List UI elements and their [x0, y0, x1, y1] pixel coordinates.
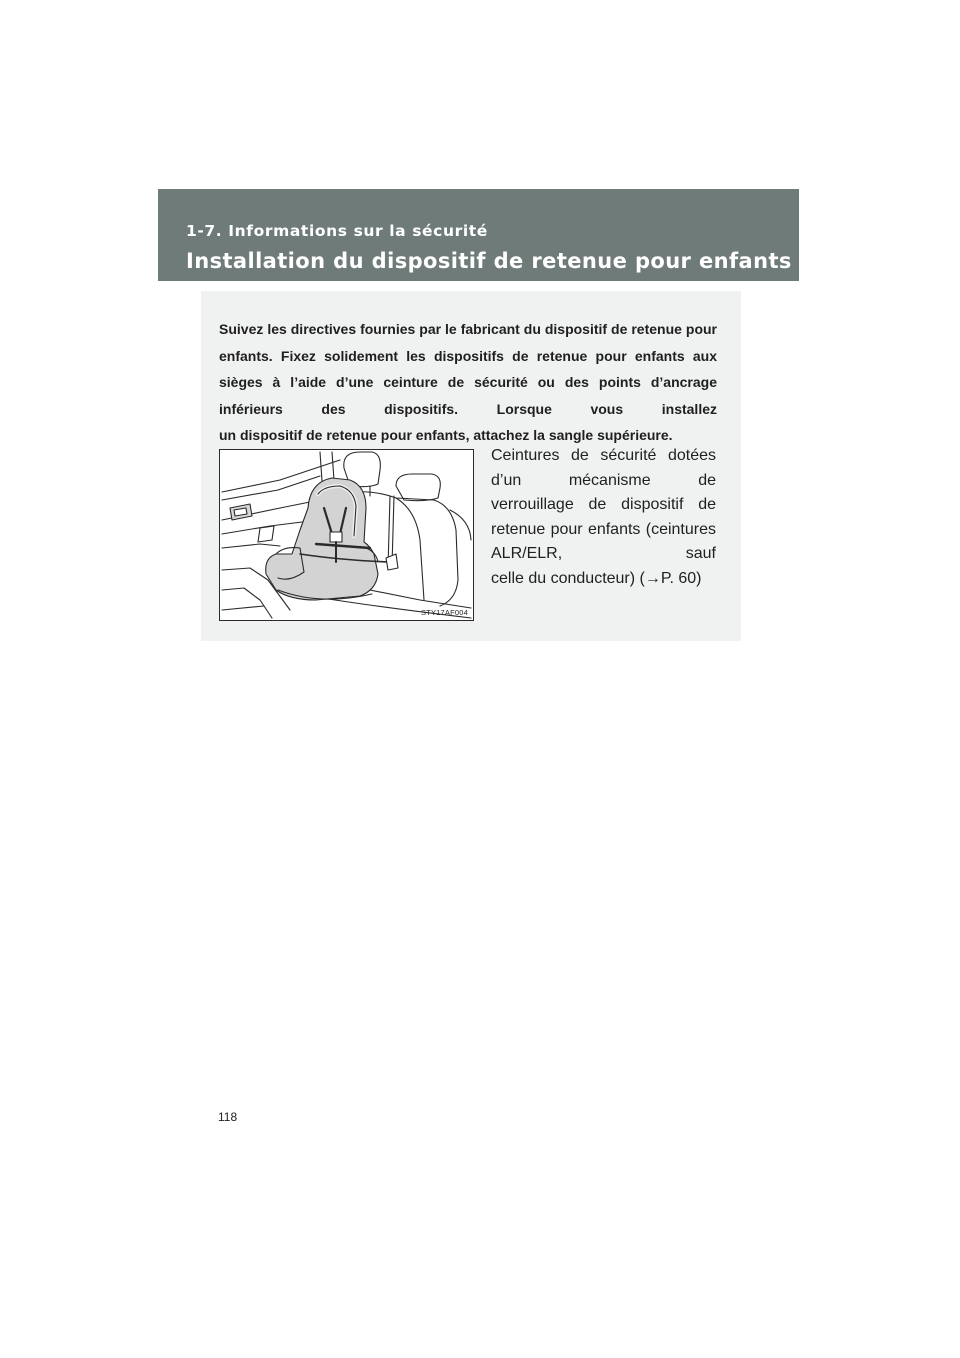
item-text: Ceintures de sécurité dotées d’un mécanisme de verrouillage de dispositif de retenue pour enfants (ceintures ALR/ELR, sauf: [491, 447, 716, 562]
seatbelt-description: [491, 444, 716, 591]
page-number: 118: [218, 1110, 238, 1124]
page-title: Installation du dispositif de retenue pour enfants: [186, 249, 792, 273]
item-last-line: celle du conducteur) (→P. 60): [491, 569, 702, 587]
child-seat-icon: [220, 450, 472, 619]
section-label: 1-7. Informations sur la sécurité: [186, 222, 488, 240]
intro-text: Suivez les directives fournies par le fabricant du dispositif de retenue pour enfants. Fixez solidement les dispositifs de retenue pour enfants aux sièges à l’aide d’une ceinture de sécurité ou des points d’ancrage inférieurs des dispositifs. Lorsque vous installez: [219, 321, 717, 417]
child-seat-illustration: [219, 449, 474, 621]
section-header: [158, 189, 799, 281]
intro-paragraph: [219, 316, 717, 449]
content-box: [201, 291, 741, 641]
figure-code: STY17AF004: [420, 608, 468, 617]
intro-last-line: un dispositif de retenue pour enfants, attachez la sangle supérieure.: [219, 427, 673, 444]
